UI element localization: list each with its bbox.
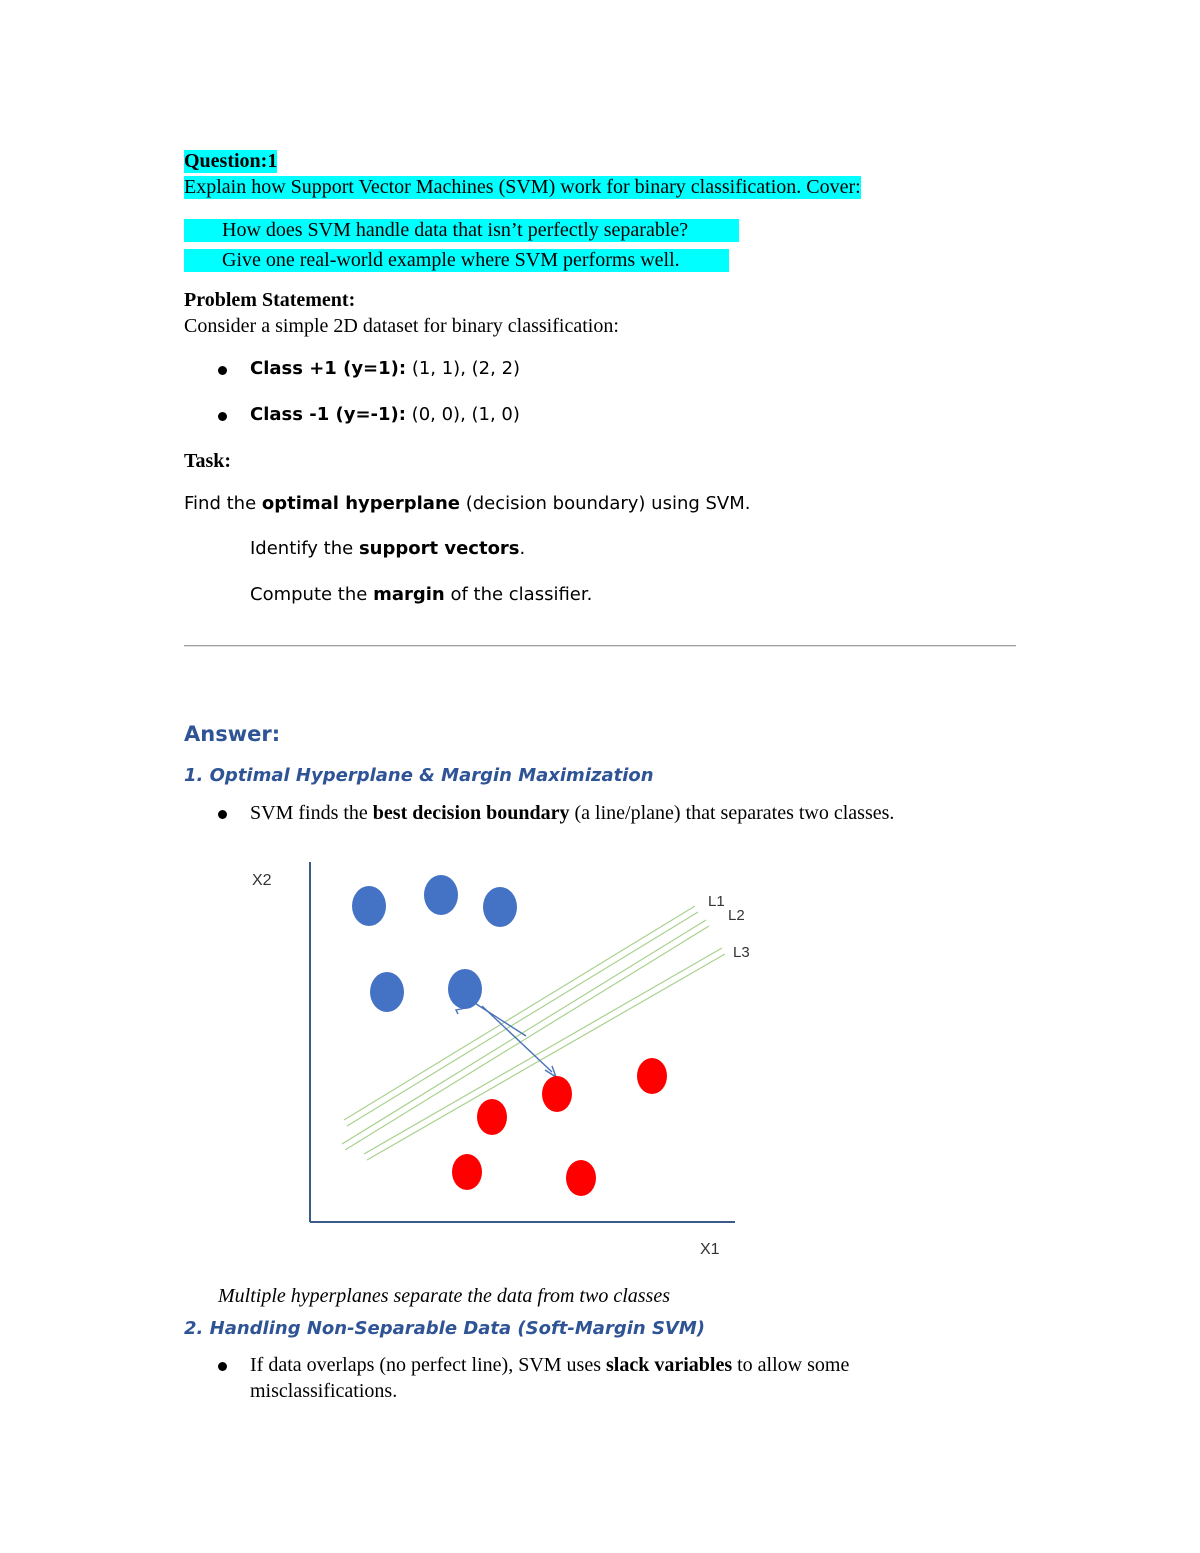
line-label-l3: L3 xyxy=(733,944,750,961)
task-line-1 xyxy=(184,493,751,514)
bullet-dot xyxy=(218,1362,227,1371)
problem-heading: Problem Statement: xyxy=(184,289,356,311)
y-axis-label: X2 xyxy=(252,872,272,889)
section-1-bullet-post: (a line/plane) that separates two classes. xyxy=(569,802,895,824)
class-positive xyxy=(250,358,520,379)
bullet-dot xyxy=(218,412,227,421)
red-point xyxy=(637,1058,667,1094)
blue-point xyxy=(370,972,404,1012)
section-1-bullet-bold: best decision boundary xyxy=(372,802,570,824)
horizontal-divider xyxy=(184,645,1016,647)
question-item-2: Give one real-world example where SVM performs well. xyxy=(184,249,729,272)
hyperplane-l3-a xyxy=(364,948,722,1154)
section-2-bullet-pre: If data overlaps (no perfect line), SVM uses xyxy=(250,1354,606,1376)
answer-heading: Answer: xyxy=(184,722,281,746)
task-line-1-bold: optimal hyperplane xyxy=(261,493,460,514)
section-1-bullet xyxy=(250,802,894,825)
margin-arrow-2 xyxy=(482,1006,552,1072)
class-negative xyxy=(250,404,520,425)
task-line-3-bold: margin xyxy=(373,584,445,605)
line-label-l2: L2 xyxy=(728,907,745,924)
task-line-1-post: (decision boundary) using SVM. xyxy=(459,493,751,514)
bullet-dot xyxy=(218,366,227,375)
red-point xyxy=(542,1076,572,1112)
red-point xyxy=(566,1160,596,1196)
bullet-dot xyxy=(218,810,227,819)
section-1-title: 1. Optimal Hyperplane & Margin Maximization xyxy=(184,765,654,786)
class-negative-label: Class -1 (y=-1): xyxy=(250,404,406,425)
task-line-3-pre: Compute the xyxy=(250,584,374,605)
margin-arrows xyxy=(456,1000,556,1077)
section-2-bullet-bold: slack variables xyxy=(606,1354,733,1376)
hyperplane-l2-a xyxy=(342,920,706,1144)
hyperplane-lines xyxy=(342,906,725,1160)
task-line-2 xyxy=(250,538,525,559)
hyperplane-l3-b xyxy=(367,954,725,1160)
class-negative-points: (0, 0), (1, 0) xyxy=(405,404,520,425)
task-line-1-pre: Find the xyxy=(184,493,262,514)
task-line-2-pre: Identify the xyxy=(250,538,359,559)
red-point xyxy=(452,1154,482,1190)
blue-point xyxy=(448,969,482,1009)
hyperplane-l2-b xyxy=(345,926,709,1150)
task-line-3-post: of the classifier. xyxy=(444,584,593,605)
class-positive-points: (1, 1), (2, 2) xyxy=(406,358,521,379)
section-1-bullet-pre: SVM finds the xyxy=(250,802,373,824)
question-title: Question:1 xyxy=(184,150,278,172)
class-positive-label: Class +1 (y=1): xyxy=(250,358,407,379)
red-point xyxy=(477,1099,507,1135)
line-label-l1: L1 xyxy=(708,893,725,910)
margin-arrow-1 xyxy=(470,1000,526,1036)
task-heading: Task: xyxy=(184,450,232,472)
svm-hyperplanes-figure xyxy=(230,850,790,1260)
blue-point xyxy=(483,887,517,927)
blue-class-points xyxy=(352,875,517,1012)
question-item-1: How does SVM handle data that isn’t perfectly separable? xyxy=(184,219,739,242)
figure-caption: Multiple hyperplanes separate the data from two classes xyxy=(218,1285,670,1307)
hyperplane-l1-b xyxy=(347,912,698,1126)
section-2-bullet xyxy=(250,1354,849,1377)
x-axis-label: X1 xyxy=(700,1241,720,1258)
section-2-bullet-post: to allow some xyxy=(732,1354,850,1376)
red-class-points xyxy=(452,1058,667,1196)
section-2-title: 2. Handling Non-Separable Data (Soft-Margin SVM) xyxy=(184,1318,705,1339)
task-line-3 xyxy=(250,584,592,605)
problem-intro: Consider a simple 2D dataset for binary classification: xyxy=(184,315,619,337)
blue-point xyxy=(352,886,386,926)
task-line-2-post: . xyxy=(519,538,526,559)
question-intro: Explain how Support Vector Machines (SVM) work for binary classification. Cover: xyxy=(184,176,861,198)
section-2-bullet-continuation: misclassifications. xyxy=(250,1380,398,1402)
blue-point xyxy=(424,875,458,915)
task-line-2-bold: support vectors xyxy=(358,538,520,559)
